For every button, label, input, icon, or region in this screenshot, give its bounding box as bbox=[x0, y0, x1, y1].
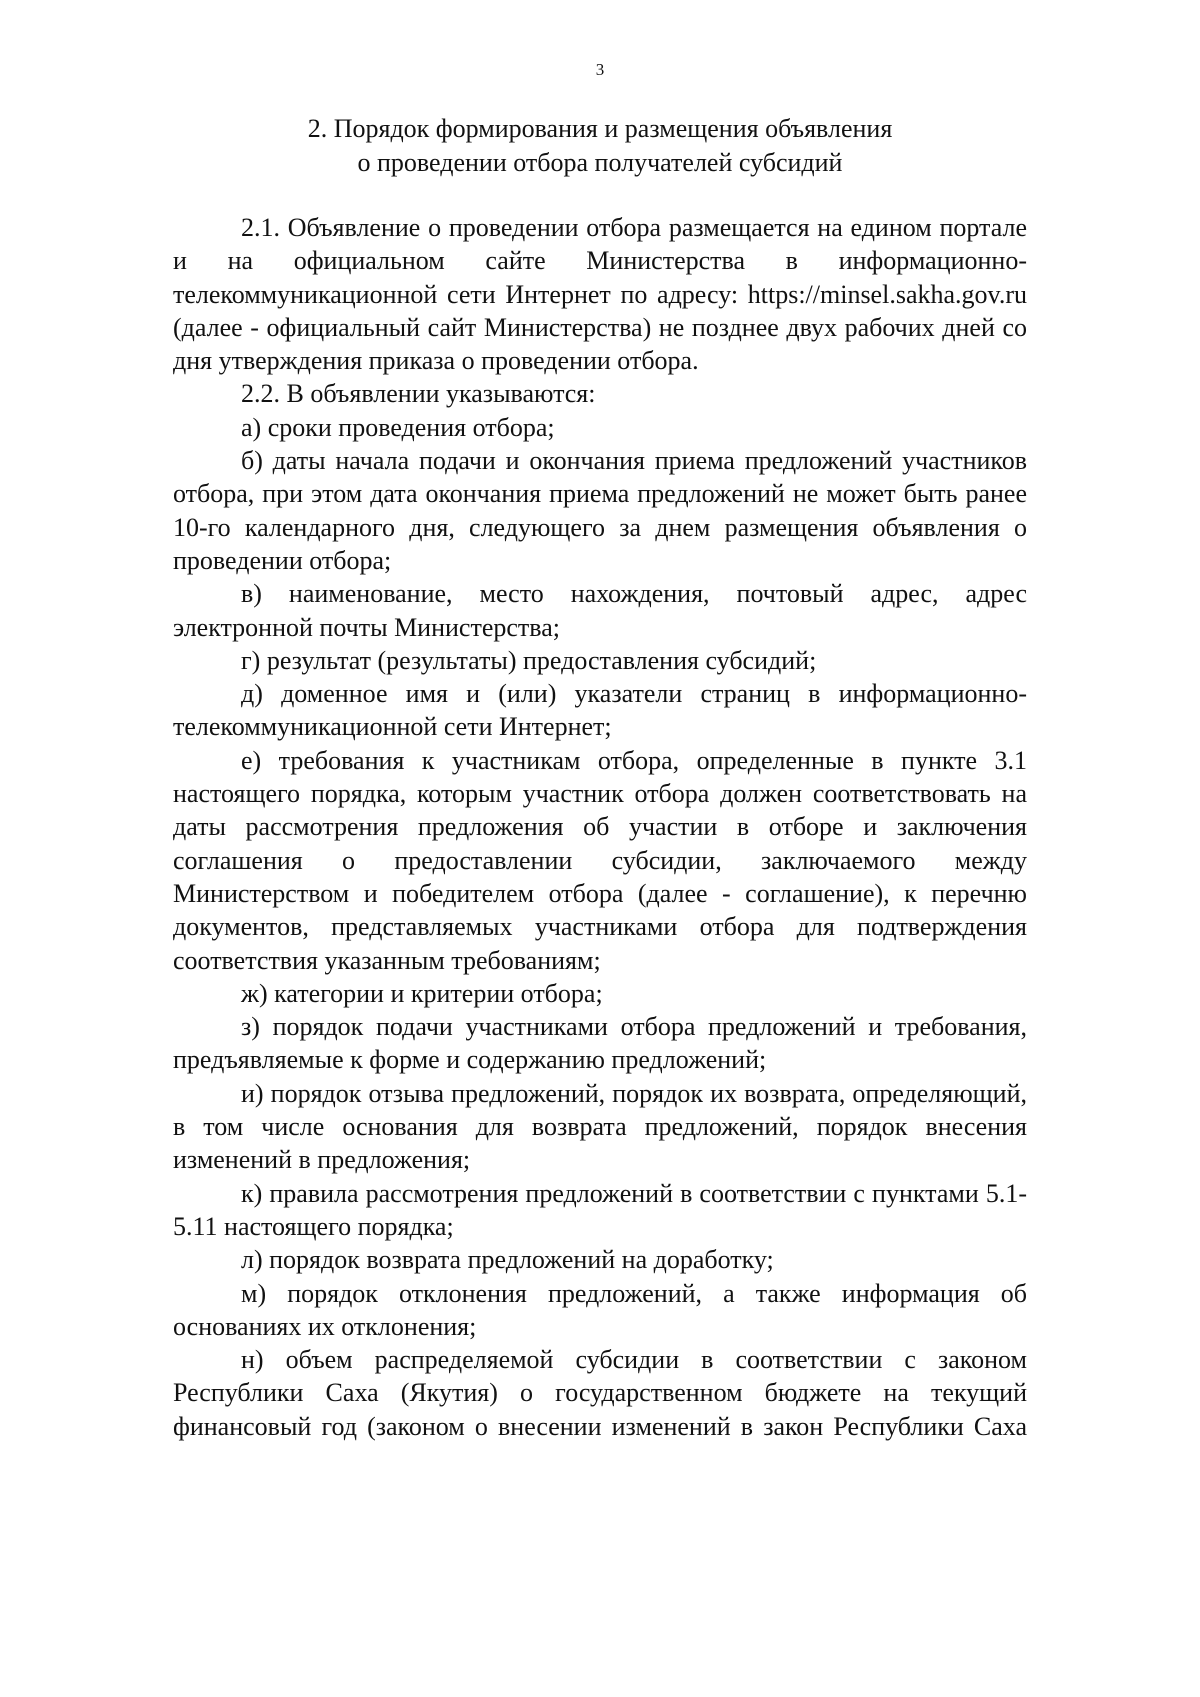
list-item-e: е) требования к участникам отбора, определенные в пункте 3.1 настоящего порядка, которым участник отбора должен соответствовать на даты рассмотрения предложения об участии в отборе и заключения соглашения о предоставлении субсидии, заключаемого между Министерством и победителем отбора (далее - соглашение), к перечню документов, представляемых участниками отбора для подтверждения соответствия указанным требованиям; bbox=[173, 745, 1027, 975]
section-heading-line-2: о проведении отбора получателей субсидий bbox=[357, 148, 843, 177]
list-item-zh: ж) категории и критерии отбора; bbox=[241, 978, 603, 1008]
list-item-a: а) сроки проведения отбора; bbox=[241, 412, 555, 442]
list-item-k: к) правила рассмотрения предложений в соответствии с пунктами 5.1-5.11 настоящего порядка; bbox=[173, 1178, 1027, 1241]
list-item-m: м) порядок отклонения предложений, а также информация об основаниях их отклонения; bbox=[173, 1278, 1027, 1341]
list-item-b: б) даты начала подачи и окончания приема предложений участников отбора, при этом дата окончания приема предложений не может быть ранее 10-го календарного дня, следующего за днем размещения объявления о проведении отбора; bbox=[173, 446, 1027, 575]
page-number: 3 bbox=[595, 60, 605, 79]
list-item-g: г) результат (результаты) предоставления субсидий; bbox=[241, 645, 817, 675]
list-item-z: з) порядок подачи участниками отбора предложений и требования, предъявляемые к форме и содержанию предложений; bbox=[173, 1012, 1027, 1075]
list-item-v: в) наименование, место нахождения, почтовый адрес, адрес электронной почты Министерства; bbox=[173, 579, 1027, 642]
paragraph-2-2: 2.2. В объявлении указываются: bbox=[241, 379, 596, 409]
list-item-n: н) объем распределяемой субсидии в соответствии с законом Республики Саха (Якутия) о государственном бюджете на текущий финансовый год (законом о внесении изменений в закон Республики Саха bbox=[173, 1345, 1027, 1441]
paragraph-2-1: 2.1. Объявление о проведении отбора размещается на едином портале и на официальном сайте Министерства в информационно-телекоммуникационной сети Интернет по адресу: https://minsel.sakha.gov.ru (далее - официальный сайт Министерства) не позднее двух рабочих дней со дня утверждения приказа о проведении отбора. bbox=[173, 213, 1027, 376]
section-heading-line-1: 2. Порядок формирования и размещения объявления bbox=[307, 114, 893, 143]
section-heading bbox=[160, 112, 1040, 180]
list-item-d: д) доменное имя и (или) указатели страниц в информационно-телекоммуникационной сети Интернет; bbox=[173, 679, 1027, 742]
list-item-l: л) порядок возврата предложений на доработку; bbox=[241, 1245, 774, 1275]
document-body bbox=[173, 211, 1027, 1443]
list-item-i: и) порядок отзыва предложений, порядок их возврата, определяющий, в том числе основания для возврата предложений, порядок внесения изменений в предложения; bbox=[173, 1078, 1027, 1175]
